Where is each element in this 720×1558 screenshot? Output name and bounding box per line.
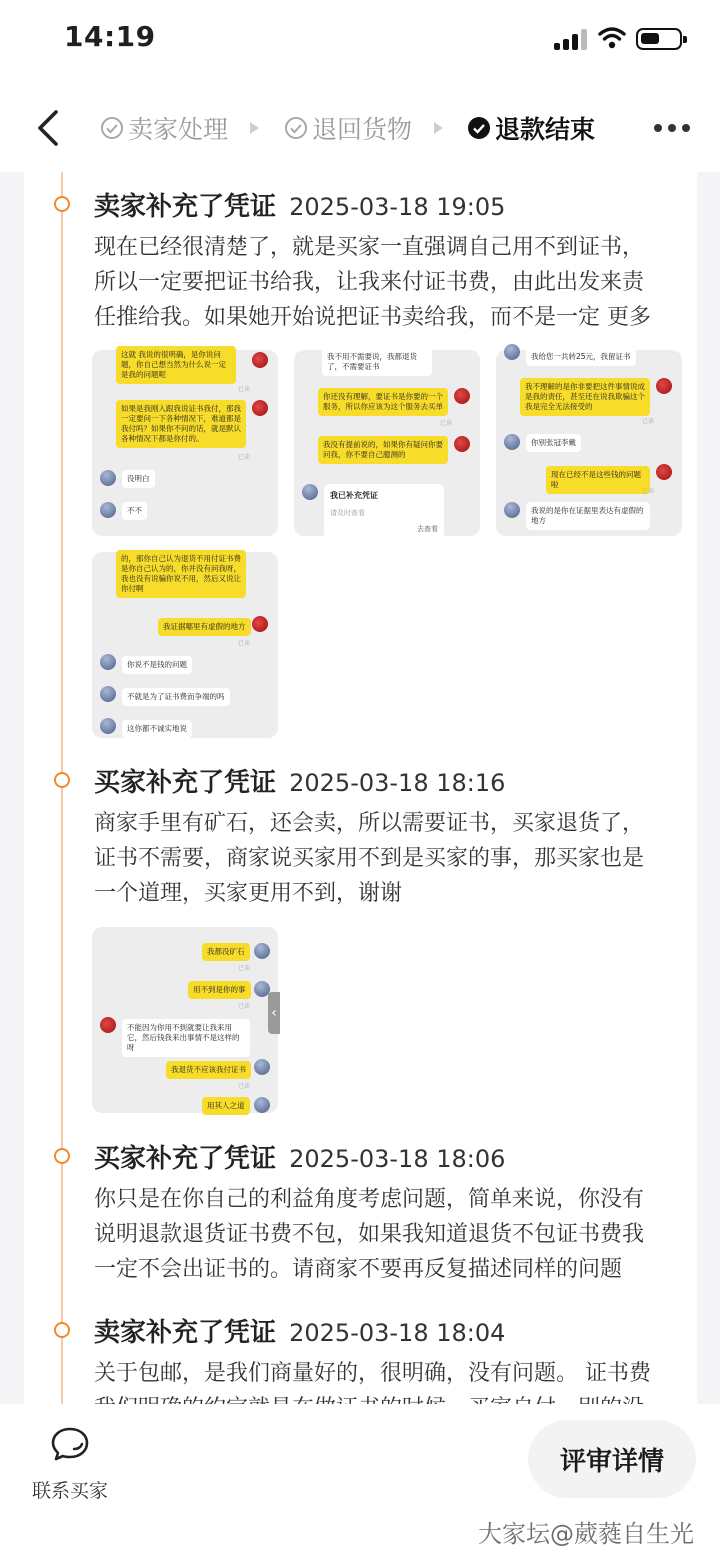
read-status: 已读 <box>238 965 251 972</box>
check-circle-filled-icon <box>467 116 491 140</box>
avatar <box>254 1097 270 1113</box>
entry-text[interactable] <box>94 230 684 335</box>
chat-bubble-icon <box>50 1426 90 1462</box>
entry-header <box>94 1312 505 1349</box>
step-refund-complete <box>467 110 595 146</box>
chat-bubble: 没明白 <box>122 470 155 488</box>
chat-bubble: 我都没矿石 <box>202 943 250 961</box>
avatar <box>656 378 672 394</box>
entry-line: 商家手里有矿石，还会卖，所以需要证书，买家退货了， <box>94 811 645 836</box>
chat-bubble: 这你都不诚实地说 <box>122 720 192 738</box>
chat-bubble: 这就 我说的很明确，是你说问题，你自己想当然为什么说一定是我的问题呢 <box>116 346 236 384</box>
entry-line: 你只是在你自己的利益角度考虑问题，简单来说，你没有 <box>94 1187 645 1212</box>
evidence-image-thumbnail[interactable] <box>92 350 278 536</box>
chat-bubble: 不能因为你用不到就要让我来用它，然后钱我来出事情不是这样的呀 <box>122 1019 250 1057</box>
avatar <box>252 400 268 416</box>
avatar <box>254 1059 270 1075</box>
avatar <box>504 344 520 360</box>
contact-buyer-label: 联系买家 <box>31 1480 108 1502</box>
avatar <box>100 1017 116 1033</box>
avatar <box>454 388 470 404</box>
chat-bubble: 我证据哪里有虚假的地方 <box>158 618 251 636</box>
card-subtitle: 请及时查看 <box>330 509 365 517</box>
entry-line: 任推给我。如果她开始说把证书卖给我，而不是一定 更多 <box>94 305 651 330</box>
timeline-line <box>61 172 63 1404</box>
entry-time: 2025-03-18 18:04 <box>289 1319 506 1347</box>
step-return-goods <box>284 110 412 146</box>
contact-buyer-button[interactable] <box>30 1426 110 1503</box>
avatar <box>100 654 116 670</box>
entry-line: 一定不会出证书的。请商家不要再反复描述同样的问题 <box>94 1257 623 1282</box>
chat-bubble: 我说的是你在证据里表达有虚假的地方 <box>526 502 650 530</box>
entry-header <box>94 1138 505 1175</box>
evidence-timeline <box>24 172 697 1404</box>
read-status: 已读 <box>440 420 453 427</box>
status-bar <box>0 0 720 80</box>
chat-bubble: 你别张冠李戴 <box>526 434 581 452</box>
review-details-button[interactable]: 评审详情 <box>528 1420 696 1498</box>
avatar <box>100 686 116 702</box>
evidence-card <box>324 484 444 538</box>
entry-title: 卖家补充了凭证 <box>94 1318 277 1348</box>
avatar <box>302 484 318 500</box>
entry-time: 2025-03-18 18:06 <box>289 1145 506 1173</box>
entry-line: 现在已经很清楚了，就是买家一直强调自己用不到证书， <box>94 235 645 260</box>
read-status: 已读 <box>642 418 655 425</box>
battery-icon <box>636 28 682 50</box>
avatar <box>100 470 116 486</box>
entry-line: 所以一定要把证书给我，让我来付证书费，由此出发来责 <box>94 270 645 295</box>
collapse-handle-icon[interactable]: ‹ <box>268 992 280 1034</box>
avatar <box>254 943 270 959</box>
entry-header <box>94 762 505 799</box>
entry-text[interactable] <box>94 1182 684 1287</box>
card-title: 我已补充凭证 <box>330 491 378 500</box>
avatar <box>100 718 116 734</box>
step-label: 退款结束 <box>495 115 596 144</box>
entry-header <box>94 186 505 223</box>
chat-bubble: 我给您一共转25元，我留证书 <box>526 348 636 366</box>
read-status: 已读 <box>238 454 251 461</box>
read-status: 已读 <box>238 386 251 393</box>
evidence-image-thumbnail[interactable] <box>496 350 682 536</box>
step-separator-icon <box>434 122 443 134</box>
entry-line: 一个道理，买家更用不到，谢谢 <box>94 881 403 906</box>
avatar <box>504 502 520 518</box>
chat-bubble: 不就是为了证书费而争端的吗 <box>122 688 230 706</box>
read-status: 已读 <box>238 640 251 647</box>
chat-bubble: 用不到是你的事 <box>188 981 251 999</box>
chat-bubble: 现在已经不是这些钱的问题啦 <box>546 466 650 494</box>
check-circle-icon <box>100 116 124 140</box>
step-separator-icon <box>250 122 259 134</box>
entry-time: 2025-03-18 18:16 <box>289 769 506 797</box>
step-label: 卖家处理 <box>128 115 229 144</box>
read-status: 已读 <box>238 1003 251 1010</box>
chat-bubble: 我不理解的是你非要把这件事情说成是我的责任，甚至还在说我欺骗这个我是完全无法接受的 <box>520 378 650 416</box>
chat-bubble: 你还没有理解，要证书是你要的一个服务，所以你应该为这个服务去买单 <box>318 388 448 416</box>
chat-bubble: 我不用不需要说，我都退货了，不需要证书 <box>322 348 432 376</box>
entry-title: 买家补充了凭证 <box>94 768 277 798</box>
entry-title: 卖家补充了凭证 <box>94 192 277 222</box>
step-seller-processing <box>100 110 228 146</box>
chat-bubble: 不不 <box>122 502 147 520</box>
chat-bubble: 我退货不应该我付证书 <box>166 1061 251 1079</box>
check-circle-icon <box>284 116 308 140</box>
timeline-dot <box>54 1148 70 1164</box>
watermark-text: 大家坛@葳蕤自生光 <box>478 1520 694 1548</box>
chat-bubble: 的，那你自己认为退货不用付证书费是你自己认为的，你并没有问我呀，我也没有说骗你说不用，然后又说让你付啊 <box>116 550 246 598</box>
back-arrow-icon[interactable] <box>34 108 64 148</box>
entry-line: 说明退款退货证书费不包，如果我知道退货不包证书费我 <box>94 1222 645 1247</box>
timeline-dot <box>54 196 70 212</box>
avatar <box>252 352 268 368</box>
chat-bubble: 用其人之道 <box>202 1097 250 1115</box>
evidence-image-thumbnail[interactable] <box>92 927 278 1113</box>
avatar <box>504 434 520 450</box>
status-time: 14:19 <box>64 20 156 53</box>
chat-bubble: 我没有提前说的，如果你有疑问你要问我，你不要自己臆测的 <box>318 436 448 464</box>
step-label: 退回货物 <box>312 115 413 144</box>
timeline-dot <box>54 1322 70 1338</box>
evidence-image-thumbnail[interactable] <box>92 552 278 738</box>
entry-title: 买家补充了凭证 <box>94 1144 277 1174</box>
read-status: 已读 <box>642 488 655 495</box>
avatar <box>100 502 116 518</box>
avatar <box>656 464 672 480</box>
cellular-signal-icon <box>554 28 588 50</box>
chat-bubble: 你说不是钱的问题 <box>122 656 192 674</box>
wifi-icon <box>598 26 626 50</box>
card-link: 去查看 <box>417 525 438 533</box>
entry-text[interactable] <box>94 806 684 911</box>
entry-time: 2025-03-18 19:05 <box>289 193 506 221</box>
timeline-dot <box>54 772 70 788</box>
entry-line: 关于包邮，是我们商量好的，很明确，没有问题。 证书费 <box>94 1361 651 1386</box>
more-options-icon[interactable] <box>654 124 690 132</box>
chat-bubble: 如果是我刚入跟我说证书我付，那我一定要问一下各种情况下，难道都是我付吗？如果你不问的话，就是默认各种情况下都是你付的。 <box>116 400 246 448</box>
bottom-action-bar <box>0 1404 720 1558</box>
read-status: 已读 <box>238 1083 251 1090</box>
avatar <box>454 436 470 452</box>
entry-line: 证书不需要，商家说买家用不到是买家的事，那买家也是 <box>94 846 645 871</box>
evidence-image-thumbnail[interactable] <box>294 350 480 536</box>
header-nav <box>0 80 720 172</box>
avatar <box>252 616 268 632</box>
